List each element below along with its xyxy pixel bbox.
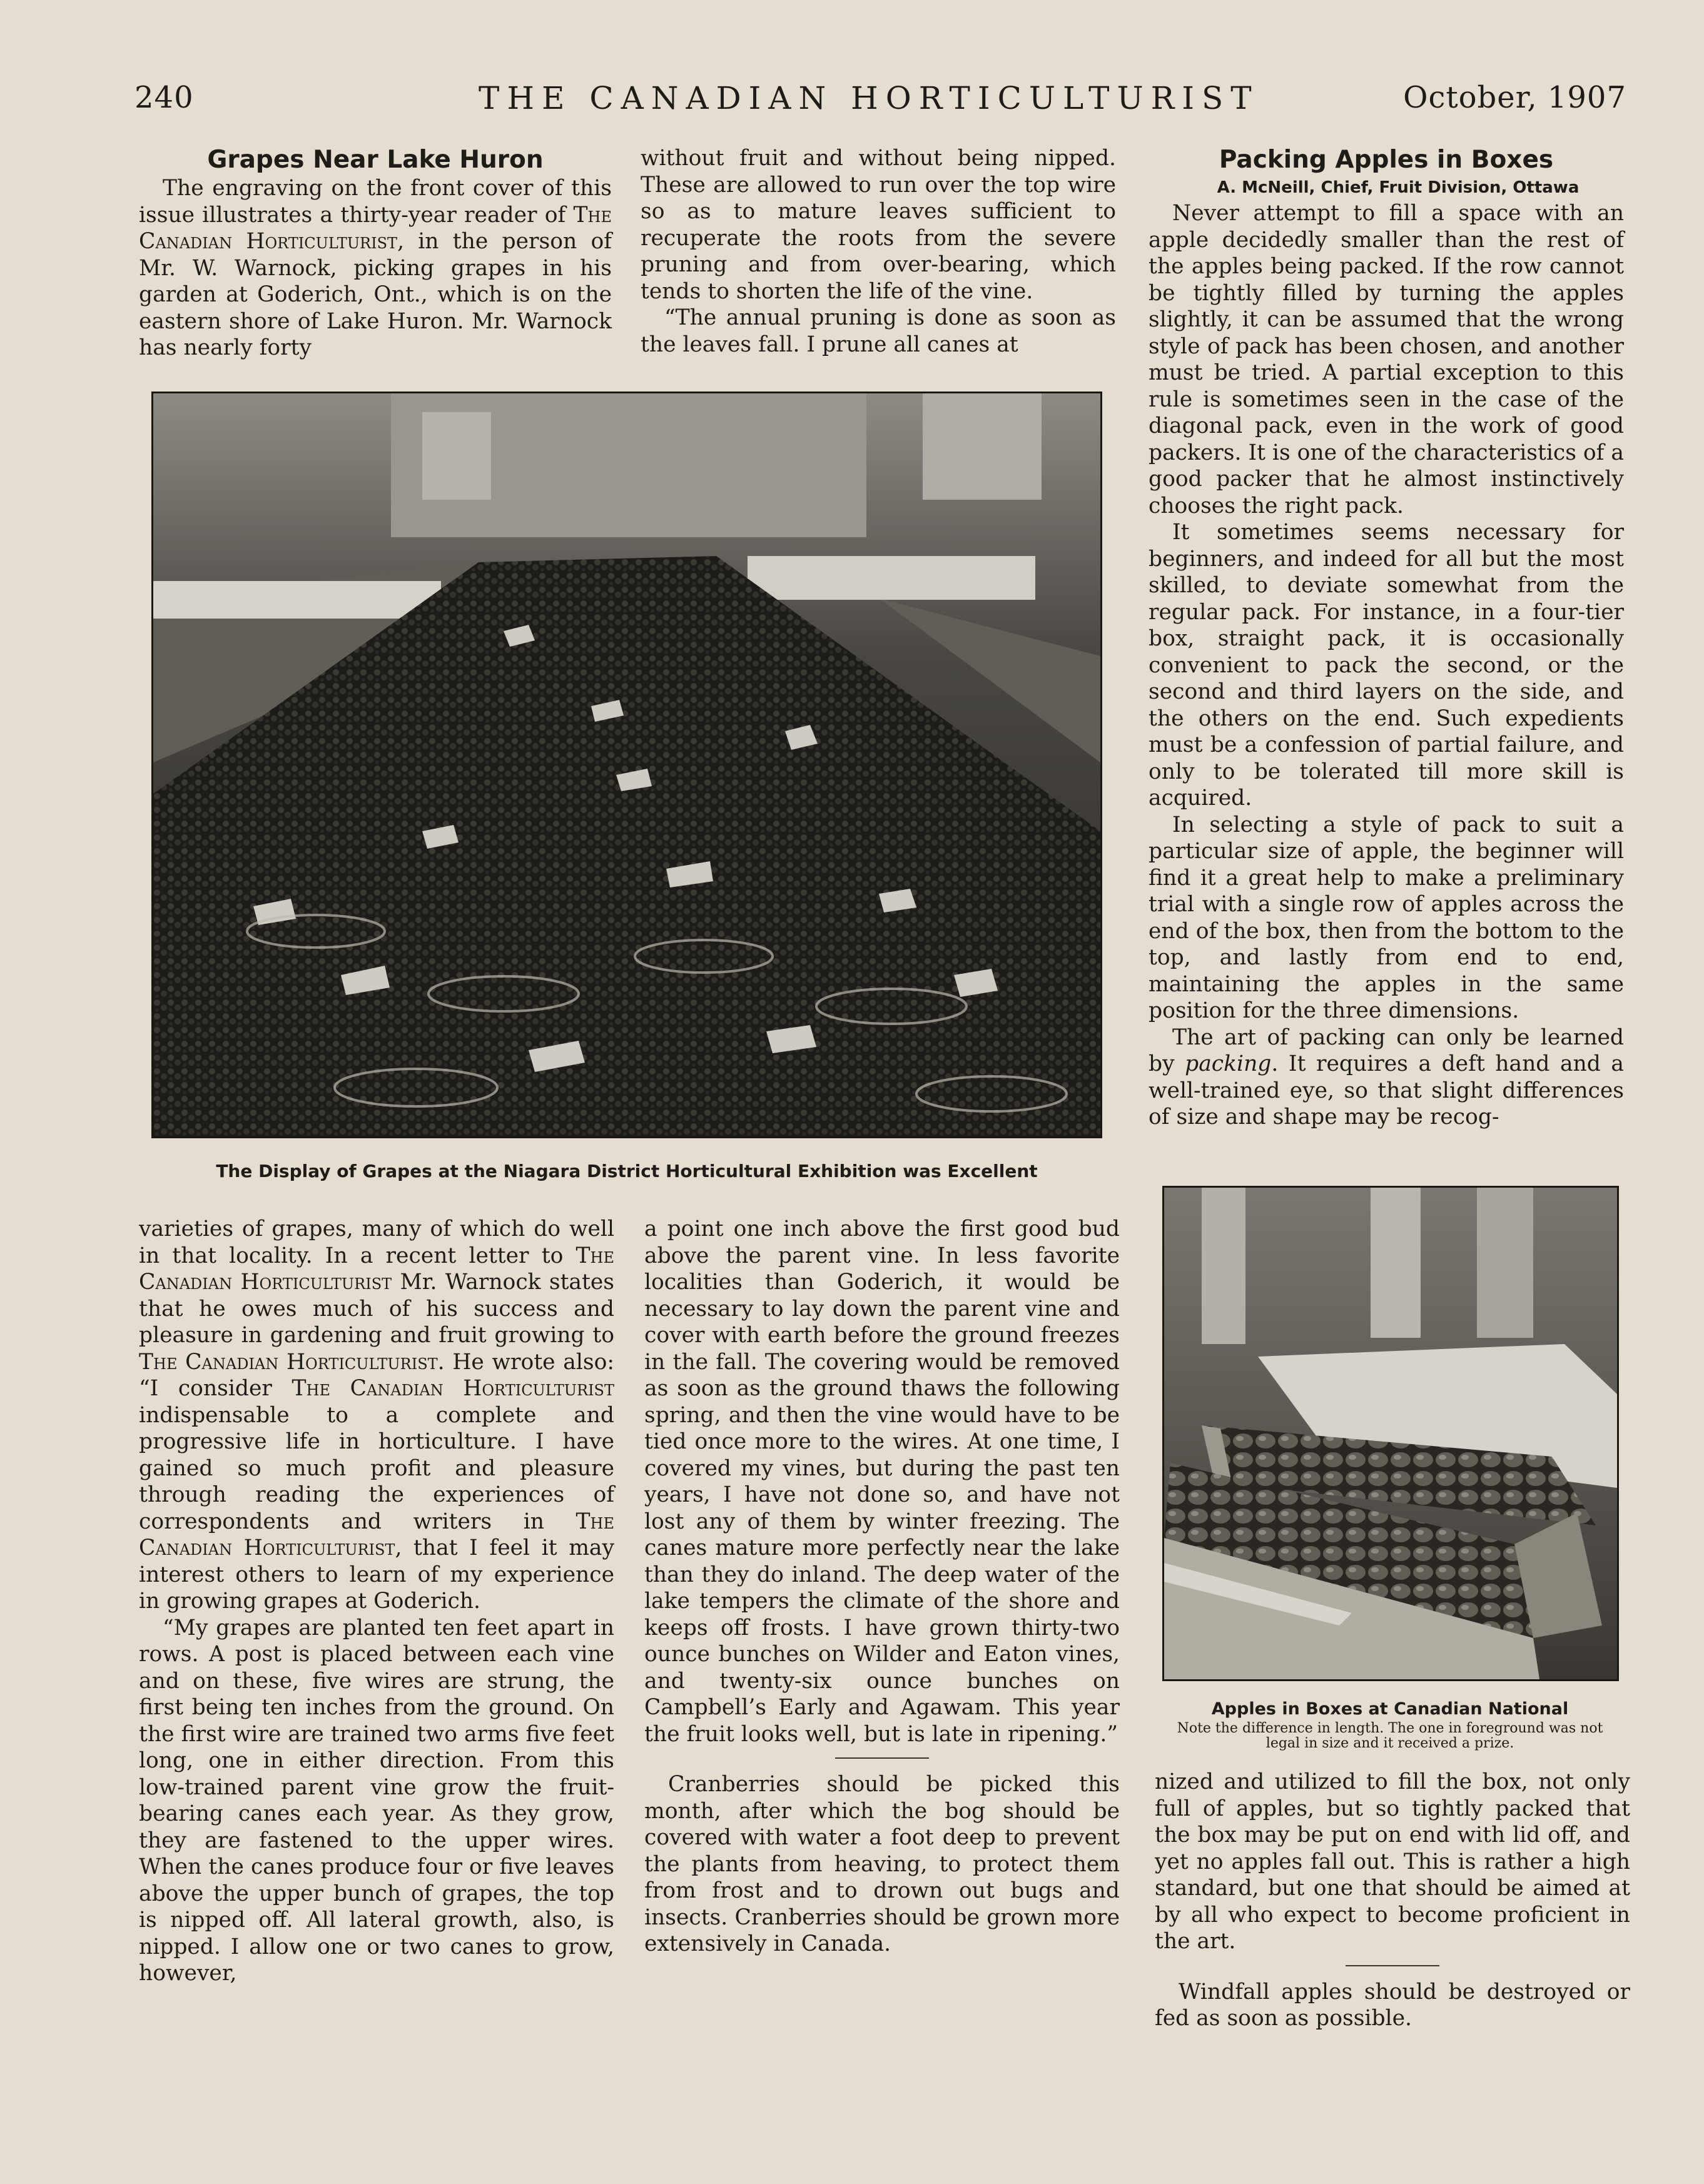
apples-paragraph-2: It sometimes seems necessary for beginners, and indeed for all but the most skilled, to deviate somewhat from the regular pack. For instance, in a four-tier box, straight pack, it is occasionally convenient to pack the second, or the second and third layers on the side, and the others on the end. Such expedients must be a confession of partial failure, and only to be tolerated till more skill is acquired.: [1149, 520, 1624, 811]
apple-photo-caption: Apples in Boxes at Canadian National: [1211, 1699, 1569, 1719]
apples-byline: A. McNeill, Chief, Fruit Division, Ottawa: [1217, 178, 1580, 197]
grapes-article-col2-top: [641, 145, 1116, 358]
grapes-paragraph-5: “The annual pruning is done as soon as the leaves fall. I prune all canes at: [641, 305, 1116, 357]
page-number: 240: [134, 80, 194, 115]
masthead: THE CANADIAN HORTICULTURIST: [479, 80, 1259, 116]
grape-display-photo: [151, 392, 1102, 1138]
grapes-paragraph-3: “My grapes are planted ten feet apart in rows. A post is placed between each vine and on these, five wires are strung, the first being ten inches from the ground. On the first wire are trained two arms five feet long, one in either direction. From this low-trained parent vine grow the fruit-bearing canes each year. As they grow, they are fastened to the upper wires. When the canes produce four or five leaves above the upper bunch of grapes, the top is nipped off. All lateral growth, also, is nipped. I allow one or two canes to grow, however,: [139, 1615, 614, 1986]
apples-article: [1149, 145, 1624, 1131]
divider: [1346, 1965, 1439, 1966]
windfall-note: Windfall apples should be destroyed or fed as soon as possible.: [1155, 1979, 1630, 2031]
grapes-article-col1-bottom: [139, 1216, 614, 1987]
apples-article-title: Packing Apples in Boxes: [1219, 146, 1554, 174]
apples-article-continued: [1155, 1769, 1630, 2032]
apples-paragraph-4: The art of packing can only be learned by packing. It requires a deft hand and a well-trained eye, so that slight differences of size and shape may be recog-: [1149, 1024, 1624, 1130]
issue-date: October, 1907: [1403, 80, 1626, 115]
grapes-paragraph-2: varieties of grapes, many of which do well in that locality. In a recent letter to The Canadian Horticulturist Mr. Warnock states that he owes much of his success and pleasure in gardening and fruit growing to The Canadian Horticulturist. He wrote also: “I consider The Canadian Horticulturist indispensable to a complete and progressive life in horticulture. I have gained so much profit and pleasure through reading the experiences of correspondents and writers in The Canadian Horticulturist, that I feel it may interest others to learn of my experience in growing grapes at Goderich.: [139, 1216, 614, 1614]
grapes-article-col2-bottom: [644, 1216, 1120, 1958]
apples-paragraph-5: nized and utilized to fill the box, not only full of apples, but so tightly packed that the box may be put on end with lid off, and yet no apples fall out. This is rather a high standard, but one that should be aimed at by all who expect to become proficient in the art.: [1155, 1769, 1630, 1954]
apple-boxes-image: [1164, 1188, 1617, 1679]
grapes-paragraph-6: a point one inch above the first good bud above the parent vine. In less favorite localities than Goderich, it would be necessary to lay down the parent vine and cover with earth before the ground freezes in the fall. The covering would be removed as soon as the ground thaws the following spring, and then the vine would have to be tied once more to the wires. At one time, I covered my vines, but during the past ten years, I have not done so, and have not lost any of them by winter freezing. The canes mature more perfectly near the lake than they do inland. The deep water of the lake tempers the climate of the shore and keeps off frosts. I have grown thirty-two ounce bunches on Wilder and Eaton vines, and twenty-six ounce bunches on Campbell’s Early and Agawam. This year the fruit looks well, but is late in ripening.”: [644, 1216, 1120, 1747]
grapes-paragraph-4: without fruit and without being nipped. These are allowed to run over the top wire so as to mature leaves sufficient to recuperate the roots from the severe pruning and from over-bearing, which tends to shorten the life of the vine.: [641, 146, 1116, 304]
grapes-paragraph-1: The engraving on the front cover of this issue illustrates a thirty-year reader of The Canadian Horticulturist, in the person of Mr. W. Warnock, picking grapes in his garden at Goderich, Ont., which is on the eastern shore of Lake Huron. Mr. Warnock has nearly forty: [139, 176, 612, 360]
grapes-article-col1-top: [139, 145, 612, 361]
grape-display-image: [153, 393, 1100, 1136]
divider: [835, 1757, 929, 1759]
apples-paragraph-1: Never attempt to fill a space with an apple decidedly smaller than the rest of the apples being packed. If the row cannot be tightly filled by turning the apples slightly, it can be assumed that the wrong style of pack has been chosen, and another must be tried. A partial exception to this rule is sometimes seen in the case of the diagonal pack, even in the work of good packers. It is one of the characteristics of a good packer that he almost instinctively chooses the right pack.: [1149, 201, 1624, 518]
cranberries-note: Cranberries should be picked this month, after which the bog should be covered with water a foot deep to prevent the plants from heaving, to protect them from frost and to drown out bugs and insects. Cranberries should be grown more extensively in Canada.: [644, 1772, 1120, 1956]
grapes-article-title: Grapes Near Lake Huron: [207, 146, 544, 174]
apple-boxes-photo: [1162, 1186, 1619, 1681]
apples-paragraph-3: In selecting a style of pack to suit a particular size of apple, the beginner will find it a great help to make a preliminary trial with a single row of apples across the end of the box, then from the bottom to the top, and lastly from end to end, maintaining the apples in the same position for the three dimensions.: [1149, 812, 1624, 1023]
apple-photo-note: Note the difference in length. The one in foreground was not legal in size and it received a prize.: [1177, 1721, 1603, 1751]
grape-photo-caption: The Display of Grapes at the Niagara District Horticultural Exhibition was Excellent: [216, 1161, 1038, 1181]
